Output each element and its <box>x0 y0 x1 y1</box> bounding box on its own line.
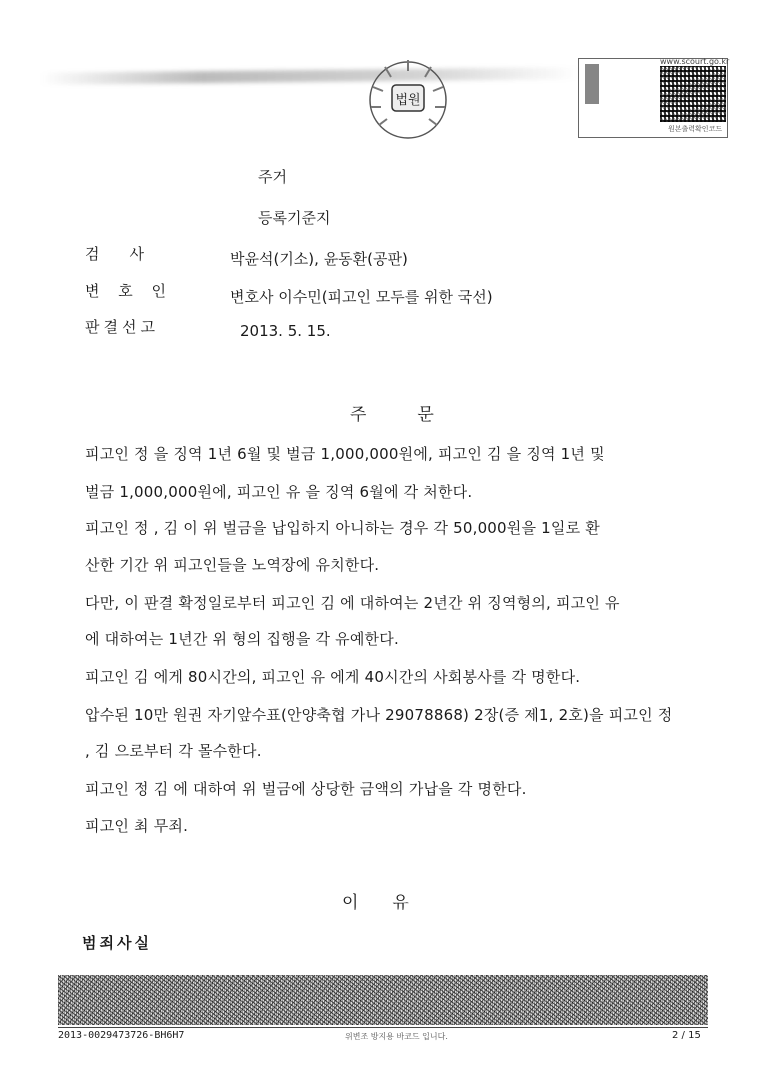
ruling-title: 주 문 <box>350 405 434 425</box>
address-label: 주거 <box>258 168 287 186</box>
ruling-line: 에 대하여는 1년간 위 형의 집행을 각 유예한다. <box>85 630 399 648</box>
ruling-line: 피고인 김 에게 80시간의, 피고인 유 에게 40시간의 사회봉사를 각 명한다. <box>85 668 581 686</box>
reasons-title: 이 유 <box>342 893 409 913</box>
page-number: 2 / 15 <box>672 1030 701 1041</box>
barcode-notice: 위변조 방지용 바코드 입니다. <box>345 1032 448 1041</box>
redaction-mark <box>585 64 599 104</box>
document-code: 2013-0029473726-BH6H7 <box>58 1030 185 1041</box>
verdict-label: 판결선고 <box>85 318 159 336</box>
counsel-label: 변 호 인 <box>85 282 167 300</box>
counsel-value: 변호사 이수민(피고인 모두를 위한 국선) <box>230 288 493 306</box>
prosecutor-value: 박윤석(기소), 윤동환(공판) <box>230 250 408 268</box>
ruling-line: , 김 으로부터 각 몰수한다. <box>85 742 262 760</box>
registry-label: 등록기준지 <box>258 209 331 227</box>
seal-text: 법원 <box>395 93 421 108</box>
qr-url: www.scourt.go.kr <box>660 57 730 66</box>
prosecutor-label: 검 사 <box>85 245 144 263</box>
court-seal-icon <box>365 55 451 141</box>
verdict-date: 2013. 5. 15. <box>240 322 331 340</box>
qr-caption: 원본출력확인코드 <box>668 125 723 133</box>
ruling-line: 피고인 정 , 김 이 위 벌금을 납입하지 아니하는 경우 각 50,000원을 1일로 환 <box>85 519 600 537</box>
ruling-line: 산한 기간 위 피고인들을 노역장에 유치한다. <box>85 556 380 574</box>
anti-forgery-barcode <box>58 975 708 1025</box>
ruling-line: 압수된 10만 원권 자기앞수표(안양축협 가나 29078868) 2장(증 제1, 2호)을 피고인 정 <box>85 706 673 724</box>
ruling-line: 피고인 정 김 에 대하여 위 벌금에 상당한 금액의 가납을 각 명한다. <box>85 780 527 798</box>
ruling-line: 다만, 이 판결 확정일로부터 피고인 김 에 대하여는 2년간 위 징역형의, 피고인 유 <box>85 594 620 612</box>
scan-artifact <box>40 67 580 85</box>
qr-code-icon <box>660 66 726 122</box>
ruling-line: 피고인 최 무죄. <box>85 817 189 835</box>
reasons-subtitle: 범죄사실 <box>82 934 152 952</box>
ruling-line: 벌금 1,000,000원에, 피고인 유 을 징역 6월에 각 처한다. <box>85 483 473 501</box>
ruling-line: 피고인 정 을 징역 1년 6월 및 벌금 1,000,000원에, 피고인 김 을 징역 1년 및 <box>85 445 605 463</box>
footer-divider <box>58 1027 708 1028</box>
